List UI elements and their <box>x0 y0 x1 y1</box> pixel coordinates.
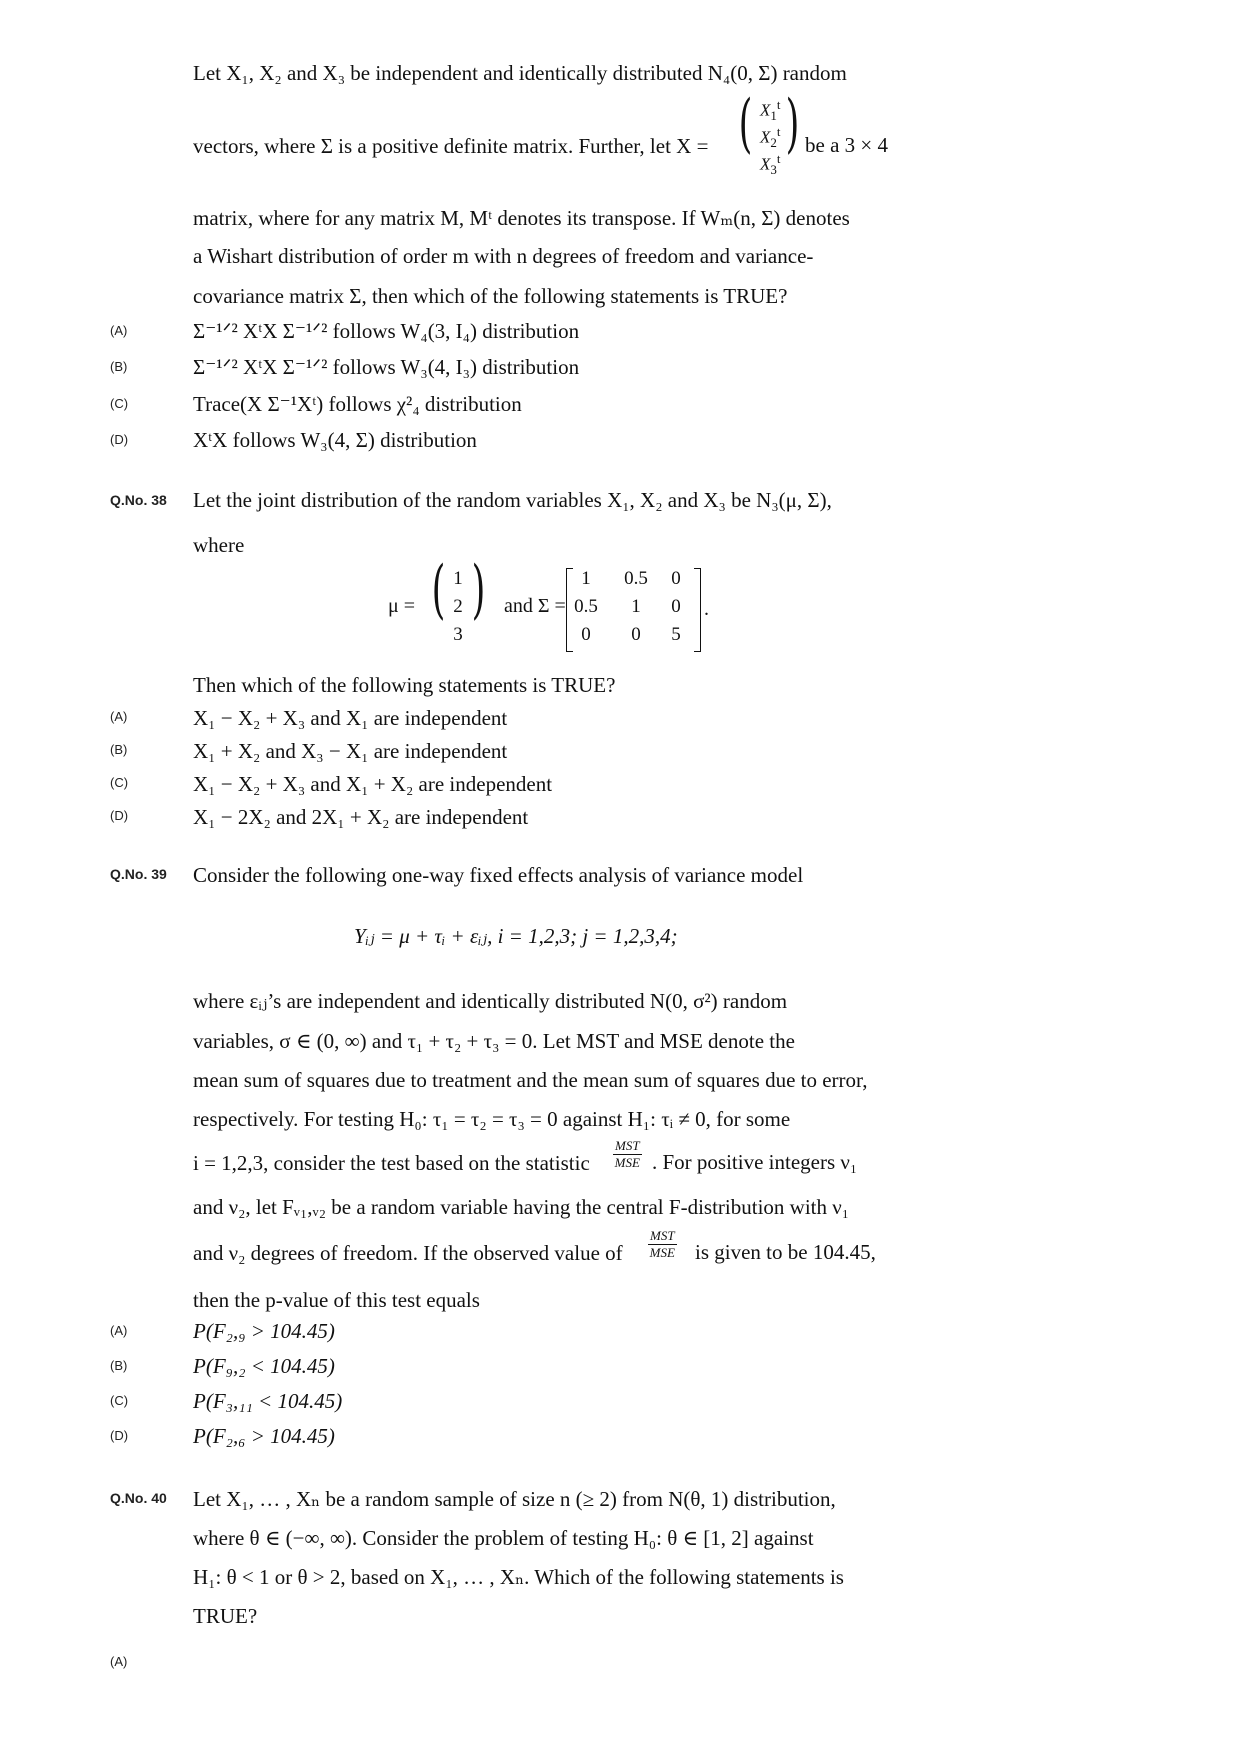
q39-model-equation: Yᵢⱼ = μ + τᵢ + εᵢⱼ, i = 1,2,3; j = 1,2,3,4; <box>354 924 678 948</box>
q38-intro-line1: Let the joint distribution of the random variables X₁, X₂ and X₃ be N₃(μ, Σ), <box>193 488 832 512</box>
q37-x-row3: $X_3^t$ <box>760 151 781 178</box>
q39-fraction-denominator-2: MSE <box>649 1245 675 1260</box>
q38-sigma-21: 0.5 <box>574 596 598 617</box>
q38-sigma-11: 1 <box>581 568 591 589</box>
q38-mu-2: 2 <box>453 596 463 617</box>
q39-option-c: P(F₃,₁₁ < 104.45) <box>193 1389 343 1413</box>
q38-intro-line2: where <box>193 533 245 557</box>
q38-mu-1: 1 <box>453 568 463 589</box>
q38-option-d: X₁ − 2X₂ and 2X₁ + X₂ are independent <box>193 805 529 829</box>
q39-option-a-label: (A) <box>110 1323 128 1338</box>
q38-sigma-13: 0 <box>671 568 681 589</box>
q37-intro-line5: covariance matrix Σ, then which of the following statements is TRUE? <box>193 284 788 308</box>
q37-x-row2: $X_2^t$ <box>760 124 781 151</box>
q40-intro-line1: Let X₁, … , Xₙ be a random sample of size n (≥ 2) from N(θ, 1) distribution, <box>193 1487 836 1511</box>
q37-option-b-label: (B) <box>110 359 128 374</box>
q40-option-a-label: (A) <box>110 1654 128 1669</box>
q39-fraction-denominator: MSE <box>614 1155 640 1170</box>
q39-option-c-label: (C) <box>110 1393 129 1408</box>
q39-intro-line6b: . For positive integers ν₁ <box>652 1150 858 1174</box>
q38-sigma-22: 1 <box>631 596 641 617</box>
q38-intro-line3: Then which of the following statements is TRUE? <box>193 673 616 697</box>
q39-intro-line2: where εᵢⱼ’s are independent and identically distributed N(0, σ²) random <box>193 989 788 1013</box>
q38-option-a: X₁ − X₂ + X₃ and X₁ are independent <box>193 706 508 730</box>
q37-option-b: Σ⁻¹ᐟ² XᵗX Σ⁻¹ᐟ² follows W₃(4, I₃) distribution <box>193 355 580 379</box>
q40-number: Q.No. 40 <box>110 1490 167 1506</box>
q38-sigma-32: 0 <box>631 624 641 645</box>
q37-option-c-label: (C) <box>110 396 129 411</box>
q38-mu-label: μ = <box>388 595 416 617</box>
q37-intro-line2b: be a 3 × 4 <box>805 133 888 157</box>
q40-intro-line2: where θ ∈ (−∞, ∞). Consider the problem of testing H₀: θ ∈ [1, 2] against <box>193 1526 814 1550</box>
q38-option-b-label: (B) <box>110 742 128 757</box>
q39-fraction-numerator: MST <box>615 1138 640 1153</box>
q37-intro-line1: Let X₁, X₂ and X₃ be independent and identically distributed N₄(0, Σ) random <box>193 61 847 85</box>
q37-intro-line3: matrix, where for any matrix M, Mᵗ denotes its transpose. If Wₘ(n, Σ) denotes <box>193 206 850 230</box>
q39-option-b-label: (B) <box>110 1358 128 1373</box>
q38-sigma-23: 0 <box>671 596 681 617</box>
q38-sigma-12: 0.5 <box>624 568 648 589</box>
q37-intro-line2: vectors, where Σ is a positive definite matrix. Further, let X = <box>193 134 709 158</box>
q38-number: Q.No. 38 <box>110 492 167 508</box>
q37-option-d: XᵗX follows W₃(4, Σ) distribution <box>193 428 477 452</box>
q39-intro-line7: and ν₂, let Fᵥ₁,ᵥ₂ be a random variable having the central F-distribution with ν₁ <box>193 1195 850 1219</box>
q39-intro-line3: variables, σ ∈ (0, ∞) and τ₁ + τ₂ + τ₃ = 0. Let MST and MSE denote the <box>193 1029 795 1053</box>
q38-option-c-label: (C) <box>110 775 129 790</box>
q39-option-b: P(F₉,₂ < 104.45) <box>193 1354 335 1378</box>
q38-option-d-label: (D) <box>110 808 129 823</box>
q39-intro-line5: respectively. For testing H₀: τ₁ = τ₂ = τ₃ = 0 against H₁: τᵢ ≠ 0, for some <box>193 1107 791 1131</box>
q38-and-sigma: and Σ = <box>504 595 566 617</box>
q39-intro-line1: Consider the following one-way fixed effects analysis of variance model <box>193 863 804 887</box>
q37-option-c: Trace(X Σ⁻¹Xᵗ) follows χ²₄ distribution <box>193 392 522 416</box>
q39-fraction-statistic <box>613 1138 642 1171</box>
q37-option-d-label: (D) <box>110 432 129 447</box>
q37-option-a: Σ⁻¹ᐟ² XᵗX Σ⁻¹ᐟ² follows W₄(3, I₄) distribution <box>193 319 580 343</box>
q39-fraction-numerator-2: MST <box>650 1228 675 1243</box>
q39-intro-line6a: i = 1,2,3, consider the test based on the statistic <box>193 1151 590 1175</box>
q39-intro-line4: mean sum of squares due to treatment and the mean sum of squares due to error, <box>193 1068 868 1092</box>
q39-number: Q.No. 39 <box>110 866 167 882</box>
q39-intro-line8a: and ν₂ degrees of freedom. If the observed value of <box>193 1241 623 1265</box>
q38-sigma-31: 0 <box>581 624 591 645</box>
q37-option-a-label: (A) <box>110 323 128 338</box>
q38-sigma-33: 5 <box>671 624 681 645</box>
q39-option-a: P(F₂,₉ > 104.45) <box>193 1319 335 1343</box>
q39-intro-line9: then the p-value of this test equals <box>193 1288 480 1312</box>
q37-x-row1: $X_1^t$ <box>760 97 781 124</box>
q39-fraction-observed <box>648 1228 677 1261</box>
q40-intro-line3: H₁: θ < 1 or θ > 2, based on X₁, … , Xₙ. Which of the following statements is <box>193 1565 844 1589</box>
q39-option-d-label: (D) <box>110 1428 129 1443</box>
q38-mu-3: 3 <box>453 624 463 645</box>
q37-intro-line4: a Wishart distribution of order m with n degrees of freedom and variance- <box>193 244 814 268</box>
q39-option-d: P(F₂,₆ > 104.45) <box>193 1424 335 1448</box>
q38-option-c: X₁ − X₂ + X₃ and X₁ + X₂ are independent <box>193 772 553 796</box>
q39-intro-line8b: is given to be 104.45, <box>695 1240 876 1264</box>
q38-option-b: X₁ + X₂ and X₃ − X₁ are independent <box>193 739 508 763</box>
q40-intro-line4: TRUE? <box>193 1604 258 1628</box>
q38-option-a-label: (A) <box>110 709 128 724</box>
